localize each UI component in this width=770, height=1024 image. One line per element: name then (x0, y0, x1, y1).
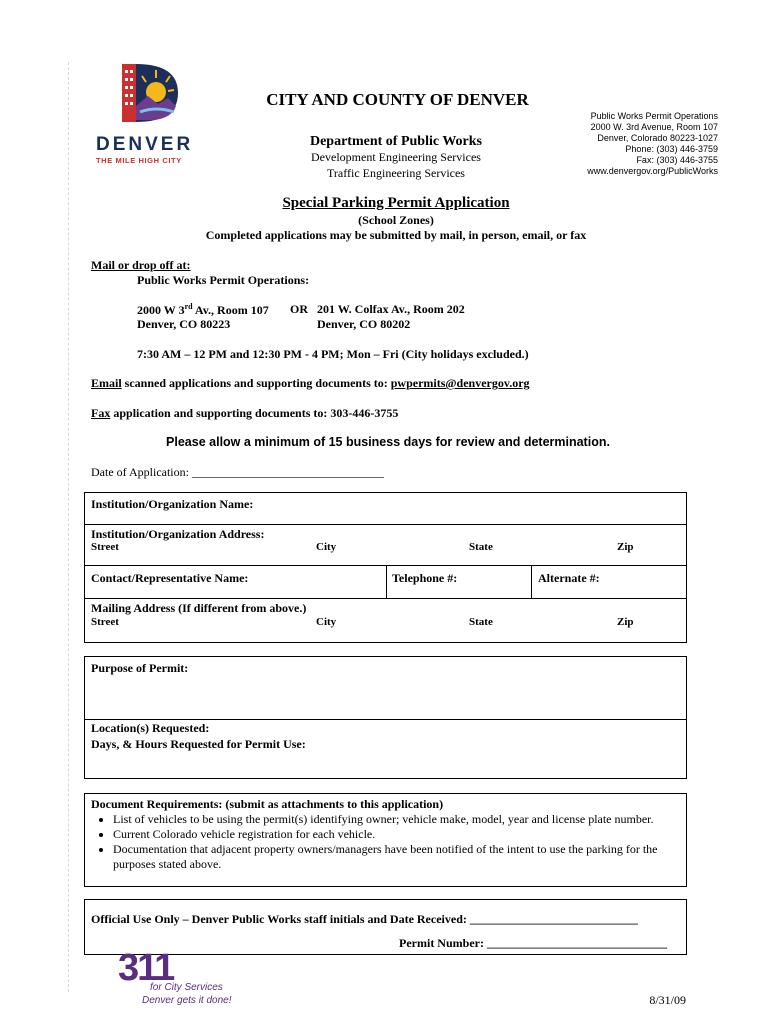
email-address-link[interactable]: pwpermits@denvergov.org (390, 376, 530, 390)
requirements-heading: Document Requirements: (submit as attachments to this application) (91, 797, 444, 811)
locations-field[interactable]: Location(s) Requested: (91, 721, 210, 735)
contact-address1: 2000 W. 3rd Avenue, Room 107 (590, 122, 718, 132)
form-subtitle: (School Zones) (358, 213, 434, 227)
org-name-field[interactable]: Institution/Organization Name: (91, 497, 254, 511)
alternate-phone-field[interactable]: Alternate #: (538, 571, 600, 585)
mail-address-b-line1: 201 W. Colfax Av., Room 202 (317, 302, 465, 316)
requirement-item: • Current Colorado vehicle registration for each vehicle. (113, 827, 681, 842)
mail-address-a-line2: Denver, CO 80223 (137, 317, 231, 331)
office-hours: 7:30 AM – 12 PM and 12:30 PM - 4 PM; Mon – Fri (City holidays excluded.) (137, 347, 529, 361)
mailing-street-label: Street (91, 616, 119, 628)
official-use-line[interactable]: Official Use Only – Denver Public Works staff initials and Date Received: ____________________________ (91, 912, 638, 926)
mailing-zip-label: Zip (617, 616, 634, 628)
org-address-field[interactable]: Institution/Organization Address: (91, 527, 265, 541)
mail-label: Mail or drop off at: (91, 258, 191, 272)
division-traffic: Traffic Engineering Services (327, 166, 465, 180)
org-street-label: Street (91, 541, 119, 553)
requirement-item: • List of vehicles to be using the permit(s) identifying owner; vehicle make, model, year and license plate number. (113, 812, 681, 827)
requirements-list (91, 812, 681, 872)
page-edge-guide (68, 62, 69, 992)
mail-office: Public Works Permit Operations: (137, 273, 310, 287)
mail-address-a-line1 (137, 302, 269, 318)
denver-logo (96, 62, 196, 172)
mailing-state-label: State (469, 616, 493, 628)
form-title: Special Parking Permit Application (282, 195, 510, 211)
logo-311-number: 311 (118, 947, 174, 989)
contact-name-field[interactable]: Contact/Representative Name: (91, 571, 249, 585)
divider (84, 598, 687, 599)
divider (386, 565, 387, 598)
submission-note: Completed applications may be submitted by mail, in person, email, or fax (205, 228, 587, 242)
logo-311-line1: for City Services (150, 982, 223, 993)
days-hours-field[interactable]: Days, & Hours Requested for Permit Use: (91, 737, 306, 751)
contact-phone: Phone: (303) 446-3759 (625, 144, 718, 154)
mail-or: OR (290, 302, 308, 316)
fax-line (91, 406, 398, 421)
logo-tagline: THE MILE HIGH CITY (96, 156, 182, 165)
addr-a-pre: 2000 W 3 (137, 303, 185, 317)
denver-logo-icon (118, 62, 182, 126)
telephone-field[interactable]: Telephone #: (392, 571, 458, 585)
fax-text: application and supporting documents to: 303-446-3755 (110, 406, 399, 420)
mailing-address-field[interactable]: Mailing Address (If different from above.) (91, 601, 307, 615)
division-development: Development Engineering Services (311, 150, 481, 164)
contact-address2: Denver, Colorado 80223-1027 (597, 133, 718, 143)
org-city-label: City (316, 541, 337, 553)
mailing-city-label: City (316, 616, 337, 628)
contact-office: Public Works Permit Operations (590, 111, 718, 121)
contact-web: www.denvergov.org/PublicWorks (587, 166, 718, 176)
mail-address-b-line2: Denver, CO 80202 (317, 317, 411, 331)
addr-a-post: Av., Room 107 (192, 303, 269, 317)
revision-date: 8/31/09 (649, 993, 686, 1007)
fax-label: Fax (91, 406, 111, 420)
review-notice: Please allow a minimum of 15 business days for review and determination. (166, 435, 610, 449)
date-of-application[interactable]: Date of Application: ________________________________ (91, 465, 384, 479)
city-title: CITY AND COUNTY OF DENVER (266, 90, 529, 109)
requirement-item: • Documentation that adjacent property owners/managers have been notified of the intent to use the parking for the purposes stated above. (113, 842, 681, 872)
email-text: scanned applications and supporting documents to: (121, 376, 391, 390)
email-line (91, 376, 530, 391)
email-label: Email (91, 376, 122, 390)
addr-a-sup: rd (184, 302, 193, 311)
purpose-field[interactable]: Purpose of Permit: (91, 661, 189, 675)
logo-311-line2: Denver gets it done! (142, 995, 232, 1006)
org-zip-label: Zip (617, 541, 634, 553)
permit-number-line[interactable]: Permit Number: ______________________________ (399, 936, 667, 950)
divider (531, 565, 532, 598)
logo-311 (114, 947, 234, 1008)
contact-fax: Fax: (303) 446-3755 (636, 155, 718, 165)
divider (84, 524, 687, 525)
org-state-label: State (469, 541, 493, 553)
logo-word: DENVER (96, 134, 194, 155)
department-title: Department of Public Works (309, 134, 482, 149)
divider (84, 719, 687, 720)
contact-block (548, 111, 718, 177)
